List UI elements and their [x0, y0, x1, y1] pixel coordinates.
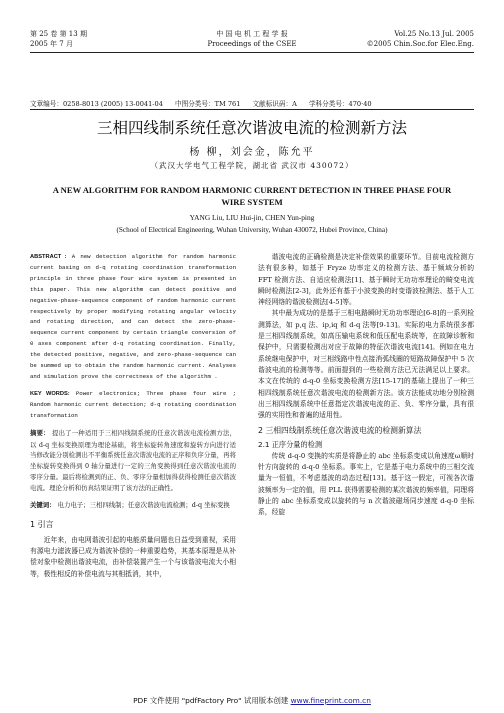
- paragraph-background: 其中最为成功的是基于三相电路瞬时无功功率理论[6-8]的一系列检测算法，如 p,q 法、ip,iq 和 d-q 法等[9-13]。实际的电力系统很多都是三相四线制系统，如高压输电系统和低压配电系统等，在故障诊断和保护中，只需要检测出对应于故障的特征次谐波电流[14]。例如在电力系统继电保护中，对三相线路中性点接消弧线圈的短路故障保护中 5 次谐波电流的检测等等。前面提到的一些检测方法已无法满足以上要求。本文在传统的 d-q-0 坐标变换检测方法[15-17]的基础上提出了一种三相四线制系统任意次谐波电流的检测新方法。该方法能成功地分别检测出三相四线制系统中任意指定次谐波电流的正、负、零序分量，具有很强的实用性和普遍的适用性。: [258, 309, 474, 420]
- header-copyright: ©2005 Chin.Soc.for Elec.Eng.: [366, 40, 474, 48]
- keywords-en-label: KEY WORDS:: [30, 390, 70, 397]
- subject-code: 学科分类号：470·40: [308, 100, 372, 108]
- header-date: 2005 年 7 月: [30, 40, 73, 48]
- abstract-cn-text: 提出了一种适用于三相四线制系统的任意次谐波电流检测方法，以 d-q 坐标变换原理为理论基础，将坐标旋转角速度和旋转方向进行适当修改能分别检测出不平衡系统任意次谐波电流的正序和负序分量，再将坐标旋转变换得到 0 轴分量进行一定的三角变换得到任意次谐波电流的零序分量。最后将检测到的正、负、零序分量相加得获得检测任意次谐波电流。理论分析和仿真结果证明了该方法的正确性。: [30, 428, 237, 493]
- keywords-cn-label: 关键词：: [30, 502, 56, 510]
- abstract-cn: [30, 428, 236, 494]
- header-rule: [30, 52, 474, 53]
- affiliation-en: (School of Electrical Engineering, Wuhan University, Wuhan 430072, Hubei Province, China): [116, 226, 388, 234]
- affiliation-cn: （武汉大学电气工程学院，湖北省 武汉市 430072）: [150, 161, 354, 170]
- section-2-1-heading: 2.1 正序分量的检测: [258, 440, 323, 450]
- header-volume: 第 25 卷 第 13 期: [30, 30, 87, 38]
- footer-text: PDF 文件使用 "pdfFactory Pro" 试用版本创建: [133, 696, 289, 705]
- right-column: [258, 252, 474, 519]
- abstract-en: [30, 252, 236, 383]
- abstract-cn-label: 摘要：: [30, 429, 50, 437]
- header-journal-en: Proceedings of the CSEE: [207, 40, 297, 48]
- pdf-footer: [0, 695, 504, 706]
- clc-number: 中图分类号：TM 761: [175, 100, 241, 108]
- footer-link[interactable]: www.fineprint.com.cn: [290, 696, 371, 705]
- keywords-cn: [30, 500, 236, 512]
- paper-title-en: A NEW ALGORITHM FOR RANDOM HARMONIC CURRENT DETECTION IN THREE PHASE FOUR WIRE SYSTEM: [52, 185, 452, 207]
- section-1-text: 近年来，由电网谐波引起的电能质量问题也日益受到重视，采用有源电力滤波器已成为谐波补偿的一种重要趋势，其基本原理是从补偿对象中检测出谐波电流，由补偿装置产生一个与该谐波电流大小相等，极性相反的补偿电流与其相抵消，其中，: [30, 535, 236, 578]
- header-volume-en: Vol.25 No.13 Jul. 2005: [394, 30, 474, 38]
- document-code: 文献标识码：A: [252, 100, 297, 108]
- paragraph-methods: 谐波电流的正确检测是决定补偿效果的重要环节。目前电流检测方法有很多种，如基于 Fryze 功率定义的检测方法、基于频域分析的 FFT 检测方法、自适应检测法[1]、基于瞬时无功功率理论的畸变电流瞬时检测法[2-3]，此外还有基于小波变换的时变谐波检测法、基于人工神经网络的谐波检测法[4-5]等。: [258, 253, 474, 307]
- section-2-heading: 2 三相四线制系统任意次谐波电流的检测新算法: [258, 426, 422, 436]
- article-number: 文章编号：0258-8013 (2005) 13-0041-04: [30, 100, 163, 108]
- left-column: [30, 252, 236, 580]
- article-meta: [30, 98, 382, 108]
- keywords-cn-text: 电力电子；三相四线制；任意次谐波电流检测；d-q 坐标变换: [57, 501, 230, 510]
- section-2-1-text: 传统 d-q-0 变换的实质是将静止的 abc 坐标系变成以角速度ω顺时针方向旋转的 d-q-0 坐标系。事实上，它是基于电力系统中的三相交流量为一恒值，不考虑基波的动态过程[13]。基于这一假定，可视各次谐波频率为一定的值，用 PLL 获得需要检测的某次谐波的频率值，同理将静止的 abc 坐标系变成以旋转的与 n 次谐波磁场同步速度 d-q-0 坐标系，经旋: [258, 451, 474, 517]
- authors-en: YANG Liu, LIU Hui-jin, CHEN Yun-ping: [189, 213, 315, 222]
- header-journal-cn: 中 国 电 机 工 程 学 报: [216, 30, 288, 38]
- authors-cn: 杨 柳，刘会金，陈允平: [189, 147, 315, 158]
- abstract-en-text: A new detection algorithm for random harmonic current basing on d-q rotating coordination transformation principle in three phase four wire system is presented in this paper. This new algorithm can detect positive and negative-phase-sequence component of random harmonic current respectively by proper modifying rotating angular velocity and rotating direction, and can detect the zero-phase-sequence current component by certain triangle conversion of 0 axes component after d-q rotating coordination. Finally, the detected positive, negative, and zero-phase-sequence can be summed up to obtain the random harmonic current. Analyses and simulation prove the correctness of the algorithm .: [30, 253, 236, 380]
- keywords-en: [30, 389, 236, 422]
- paper-title-cn: 三相四线制系统任意次谐波电流的检测新方法: [96, 119, 407, 137]
- section-1-heading: 1 引言: [30, 519, 54, 529]
- meta-rule: [30, 109, 474, 110]
- keywords-en-text: Power electronics; Three phase four wire ; Random harmonic current detection; d-q rotating coordination transformation: [30, 389, 236, 419]
- abstract-en-label: ABSTRACT :: [30, 254, 67, 260]
